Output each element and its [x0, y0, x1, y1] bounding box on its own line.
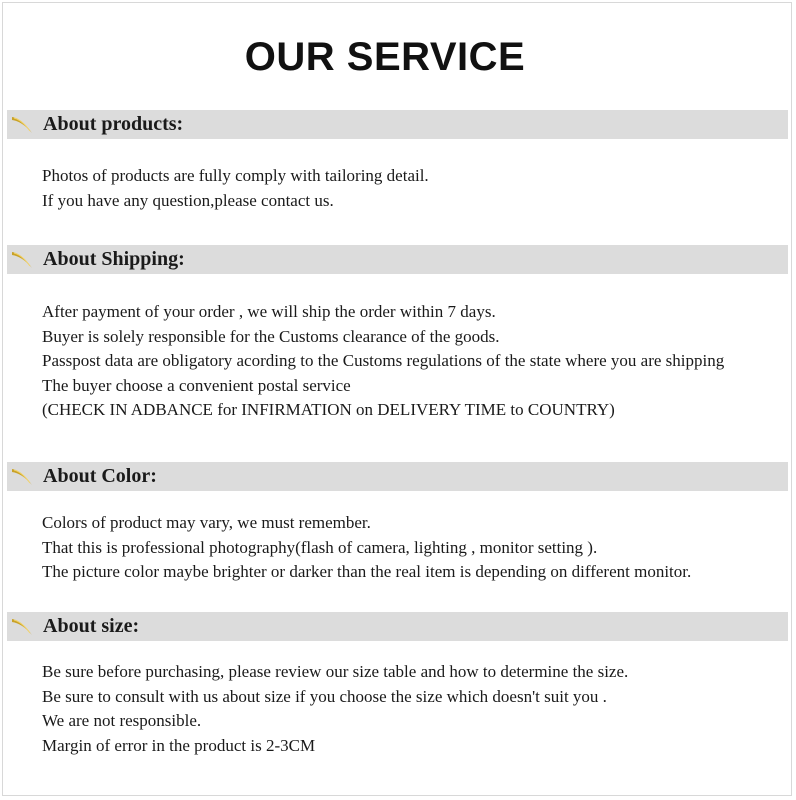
gold-swoosh-icon — [10, 615, 36, 639]
body-line: Be sure to consult with us about size if you choose the size which doesn't suit you . — [42, 686, 607, 706]
section-header-shipping — [7, 245, 788, 274]
gold-swoosh-icon — [10, 465, 36, 489]
section-heading: About Color: — [43, 465, 157, 487]
gold-swoosh-icon — [10, 248, 36, 272]
body-line: The buyer choose a convenient postal service — [42, 375, 351, 395]
section-body-color — [42, 511, 792, 585]
body-line: If you have any question,please contact us. — [42, 190, 334, 210]
body-line: The picture color maybe brighter or darker than the real item is depending on different monitor. — [42, 562, 692, 581]
section-header-color — [7, 462, 788, 491]
body-line: (CHECK IN ADBANCE for INFIRMATION on DELIVERY TIME to COUNTRY) — [42, 400, 615, 419]
body-line: Colors of product may vary, we must remember. — [42, 513, 371, 532]
section-heading: About Shipping: — [43, 248, 185, 270]
section-heading: About products: — [43, 113, 184, 135]
body-line: Be sure before purchasing, please review our size table and how to determine the size. — [42, 662, 629, 681]
section-header-products — [7, 110, 788, 139]
body-line: We are not responsible. — [42, 711, 202, 730]
section-heading: About size: — [43, 615, 140, 637]
gold-swoosh-icon — [10, 113, 36, 137]
body-line: Photos of products are fully comply with tailoring detail. — [42, 166, 429, 185]
section-body-products — [42, 164, 792, 213]
body-line: Passpost data are obligatory acording to the Customs regulations of the state where you are shipping — [42, 351, 725, 370]
section-header-size — [7, 612, 788, 641]
page-title: OUR SERVICE — [244, 35, 526, 79]
body-line: Buyer is solely responsible for the Customs clearance of the goods. — [42, 326, 500, 346]
body-line: That this is professional photography(flash of camera, lighting , monitor setting ). — [42, 537, 598, 557]
section-body-shipping — [42, 300, 792, 423]
body-line: After payment of your order , we will ship the order within 7 days. — [42, 302, 496, 321]
section-body-size — [42, 660, 792, 758]
body-line: Margin of error in the product is 2-3CM — [42, 735, 316, 755]
